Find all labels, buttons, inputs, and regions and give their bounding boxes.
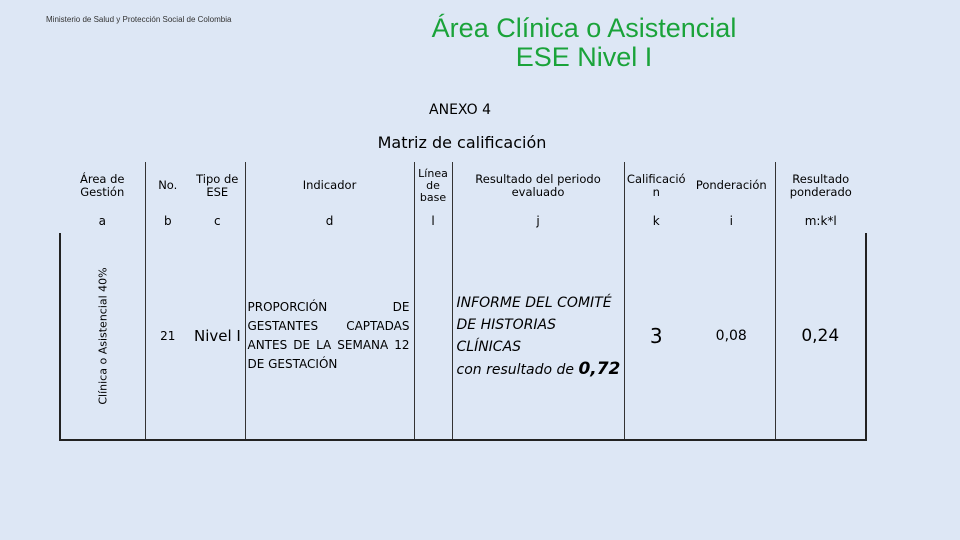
indicator-line: PROPORCIÓN DE <box>247 300 410 314</box>
indicator-line: ANTES DE LA SEMANA 12 <box>247 338 410 352</box>
matrix-title: Matriz de calificación <box>377 133 547 152</box>
cell-calificacion: 3 <box>624 233 688 440</box>
annex-label: ANEXO 4 <box>429 102 491 118</box>
page-title-line-2: ESE Nivel I <box>515 42 653 72</box>
result-prefix: con resultado de <box>456 361 574 378</box>
header-line: ponderado <box>789 184 852 199</box>
letter-i: i <box>729 214 733 228</box>
table-header-row <box>60 162 866 209</box>
cell-indicator <box>245 233 414 440</box>
indicator-line: DE GESTACIÓN <box>247 357 338 371</box>
header-tipo-ese <box>190 162 245 209</box>
header-resultado-periodo <box>452 162 624 209</box>
page-title-line-1: Área Clínica o Asistencial <box>431 13 737 43</box>
header-line: de <box>426 178 440 192</box>
header-line: Calificació <box>626 171 686 186</box>
header-line: Línea <box>418 166 448 180</box>
result-line: INFORME DEL COMITÉ <box>456 294 612 311</box>
letter-d: d <box>245 209 414 233</box>
area-label-vertical: Clínica o Asistencial 40% <box>96 267 110 405</box>
header-calificacion <box>624 162 688 209</box>
header-indicador: Indicador <box>245 162 414 209</box>
letter-b: b <box>145 209 190 233</box>
header-ponderacion: Ponderación <box>695 178 767 192</box>
header-area-gestion <box>60 162 145 209</box>
cell-resultado-ponderado: 0,24 <box>775 233 866 440</box>
cell-baseline <box>414 233 452 440</box>
header-line: base <box>419 190 447 204</box>
header-no: No. <box>145 162 190 209</box>
rating-matrix-table <box>59 162 867 441</box>
header-line: Resultado del periodo <box>475 171 601 186</box>
indicator-line: GESTANTES CAPTADAS <box>247 319 410 333</box>
cell-result <box>452 233 624 440</box>
ministry-label: Ministerio de Salud y Protección Social de Colombia <box>46 15 232 24</box>
header-line: evaluado <box>511 184 565 199</box>
cell-area <box>60 233 145 440</box>
cell-number: 21 <box>145 233 190 440</box>
result-line: DE HISTORIAS CLÍNICAS <box>456 316 557 355</box>
letter-k: k <box>624 209 688 233</box>
header-line: Área de <box>80 171 125 186</box>
letter-l: l <box>414 209 452 233</box>
letter-m: m:k*l <box>775 209 866 233</box>
header-line: Tipo de <box>196 171 239 186</box>
header-line: n <box>652 184 660 199</box>
header-linea-base <box>414 162 452 209</box>
page-title <box>380 14 788 72</box>
letter-j: j <box>452 209 624 233</box>
letter-c: c <box>213 214 221 228</box>
header-line: Resultado <box>792 171 850 186</box>
cell-tipo-ese: Nivel I <box>194 327 241 345</box>
header-line: Gestión <box>80 184 125 199</box>
result-value: 0,72 <box>578 358 621 379</box>
header-line: ESE <box>206 184 229 199</box>
header-resultado-ponderado <box>775 162 866 209</box>
table-letter-row <box>60 209 866 233</box>
table-row <box>60 233 866 440</box>
cell-ponderacion: 0,08 <box>715 328 747 344</box>
letter-a: a <box>98 214 106 228</box>
result-line <box>457 358 624 381</box>
